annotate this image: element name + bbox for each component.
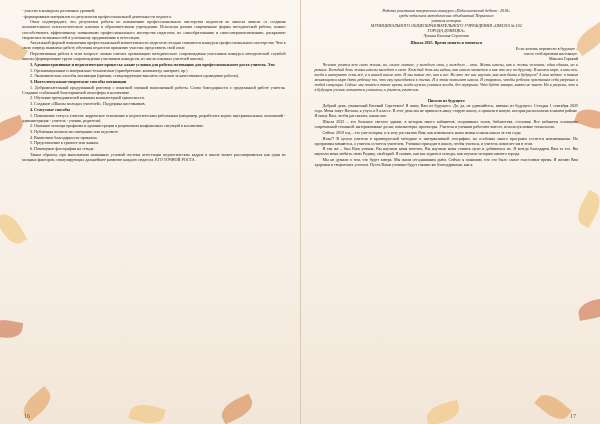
paragraph: 5. Представление к грамоте или знакам. <box>30 140 99 146</box>
paragraph: 3. Публичная похвала на совещании или педсовете. <box>30 128 119 134</box>
paragraph: - участие в конкурсах различных уровней; <box>22 8 96 13</box>
section-heading: 3. Административные и педагогические процессы: какие условия для работы мотивации для профессионального роста учителя. Это: <box>30 61 276 67</box>
paragraph: - формирование материалов по результатам профессиональной деятельности педагога. <box>22 13 172 19</box>
autumn-leaf-decoration <box>577 297 600 321</box>
paragraph: Итак?! В целом учителя в краеведческой методике и интерактивной географии, но особенно много программ остается неизменными. Но программы меняются, а учитель остается учителем. Ученики приходят в школу, чтобы учиться, и учитель помогает им в этом. <box>314 135 578 146</box>
paragraph: Добрый день, уважаемый Евгений Сергеевич! Я пишу Вам из будущего. Да, да, не удивляйтесь, именно из будущего. Сегодня 1 сентября 2025 года. Меня зовут Наташа, я учусь в 8 классе. В этот день мы не пришли в нашу старую школу, а пришли в новую, которая расположена в нашем районе. Я пишу Вам, чтобы рассказать, какая она. <box>314 103 578 119</box>
paragraph: 4. Вынесение благодарности приказом. <box>30 134 98 140</box>
paragraph: Перспективная работа в этом вопросе: можно считать организацию методического сопровождения участников конкурса методической службой школы (формирование групп сопровождения участников конкурсов, из числа опытных учителей школы). <box>22 51 286 62</box>
epigraph-line: смело стой времени настоящее. <box>523 50 578 56</box>
epigraph-author: Максим Горький <box>549 55 578 61</box>
paragraph: Таким образом, при выполнении названных условий система аттестации педагогических кадров в школе может рассматриваться как один из мощных факторов, стимулирующих дальнейшее развитие каждого педагога. ЕГО ТОЧНОЙ РОСТА. <box>22 151 286 162</box>
paragraph: 2. Экономическая способы мотивации (премии, стимулирующие выплаты отпусков за качественное проведение работы). <box>30 73 239 79</box>
page-number: 17 <box>570 414 576 420</box>
paragraph: 1. Доброжелательный продуманный разговор с понятной оценкой выполненной работы. Слова благодарности о проделанной работе учителя. Создание стабильной благоприятной атмосферы в коллективе. <box>22 84 286 95</box>
header-line: учителя истории <box>431 18 462 24</box>
essay-title: Школа 2025. Время менять и меняться <box>410 39 483 45</box>
paragraph: 2. Обучение преподавателей навыкам компьютерной грамотности. <box>30 95 145 101</box>
author-name: Лукина Евгения Сергеевна <box>423 33 470 39</box>
paragraph: Сейчас 2018 год – это уже история, и я хочу рассказать Вам, как изменилась наша жизнь и наша школа за эти годы. <box>322 129 522 135</box>
intro-paragraph: Человек учится всю свою жизнь, но, самое главное, у каждого своя, у каждого – свои. Жизнь школы, как и жизнь человека, одна единая, но и разные. Каждый день жизнь школы выходит в свет. Каждый день мы видим, как школа меняется и как это все по-другому. В нашем мире, в наш век, когда в интернете есть всё, а в нашей школе нет. И мы такие же, как и все. Но кто же нас научит, как нам быть в будущем? А моя задача: в таком меняющемся мире дать ребенку то, что ему пригодится в жизни. И в этом помогает школа. Я стараюсь, чтобы ребенок чувствовал себя уверенно в любой ситуации. Сейчас мы живём в такое время, когда нужно учиться всегда, без перерыва. Что будет завтра, никто не знает. Но я уверена, что и в будущем ученик останется учеником, а учитель учителем. <box>314 61 578 93</box>
paragraph: Актуальной формой повышения профессиональной компетентности педагогов сегодня становится конкурсы профессионального мастерства. Чем в свою очередь выявлено работу обучения педагогов принятию участия: представить свой опыт. <box>22 40 286 51</box>
paragraph: Я так же – был Ваш ученик. Вы научили меня мечтать. Вы научили меня ставить цели и добиваться их. Я всегда благодарен Вам за это. Вы научили меня любить свою Родину, свой край. Я помню, как мы ходили в походы, как изучали историю нашего города. <box>314 146 578 157</box>
paragraph: 2. Оказание помощи профкома и администрации в разрешении конфликтных ситуаций в коллективе. <box>30 123 204 129</box>
header-line: МУНИЦИПАЛЬНОГО ОБЩЕОБРАЗОВАТЕЛЬНОГО УЧРЕЖДЕНИЯ «ШКОЛА № 102 <box>370 23 522 29</box>
letter-title: Письмо из будущего <box>427 98 465 104</box>
paragraph: 3. Создание «Школы молодых учителей». Поддержка наставников. <box>30 101 146 107</box>
section-heading: 3. Интеллектуально-творческие способы мотивации <box>30 78 127 84</box>
paragraph: 1. Повышение статуса учителя: корректное отношение к педагогическим работникам (например, разработать кодекс внутришкольных отношений - администрация - учитель - ученик, родители). <box>22 112 286 123</box>
page-number: 16 <box>24 414 30 420</box>
epigraph-line: Если хочешь перенести в будущее – <box>515 45 578 51</box>
left-page-text <box>22 8 286 410</box>
header-line: Работа участника творческого конкурса «Педагогический дебют - 2018» <box>382 8 511 13</box>
right-page-text <box>315 8 579 410</box>
paragraph: 6. Помещение фотографии на стенде. <box>30 146 95 152</box>
paragraph: 1. Организационные и материально-технические (приобретение, компьютер, интернет, пр.) <box>30 67 188 73</box>
header-line: ГОРОДА ДОНЕЦКА» <box>427 28 465 34</box>
paragraph: Опыт подтверждает, что, результаты работы по повышению профессионального мастерства педагогов во многом зависят от создания положительного психологического климата в образовательном учреждении. Используя разные современные формы методической работы, можно способствовать эффективному повышению профессионального мастерства педагогов, их самообразованию и самосовершенствованию, раскрытию творческих возможностей и успешному продвижению в аттестации. <box>22 19 286 40</box>
paragraph: Школа 2025 – это большое светлое здание, в котором много кабинетов, спортивных залов, библиотека, столовая. Все кабинеты оснащены современной техникой: интерактивные доски, компьютеры, проекторы. Учителя и ученики работают вместе, используя новые технологии. <box>314 119 578 130</box>
right-page <box>301 0 600 424</box>
header-line: среди педагогов методических объединений Пермского <box>398 13 494 19</box>
paragraph: Мы не думали о том, что будет завтра. Мы жили сегодняшним днём. Сейчас я понимаю, что это было самое счастливое время. Я желаю Вам здоровья и творческих успехов. Пусть Ваши ученики будут такими же благодарными, как я. <box>314 157 578 168</box>
autumn-leaf-decoration <box>0 317 23 341</box>
section-heading: 4. Статусные способы <box>30 106 70 112</box>
